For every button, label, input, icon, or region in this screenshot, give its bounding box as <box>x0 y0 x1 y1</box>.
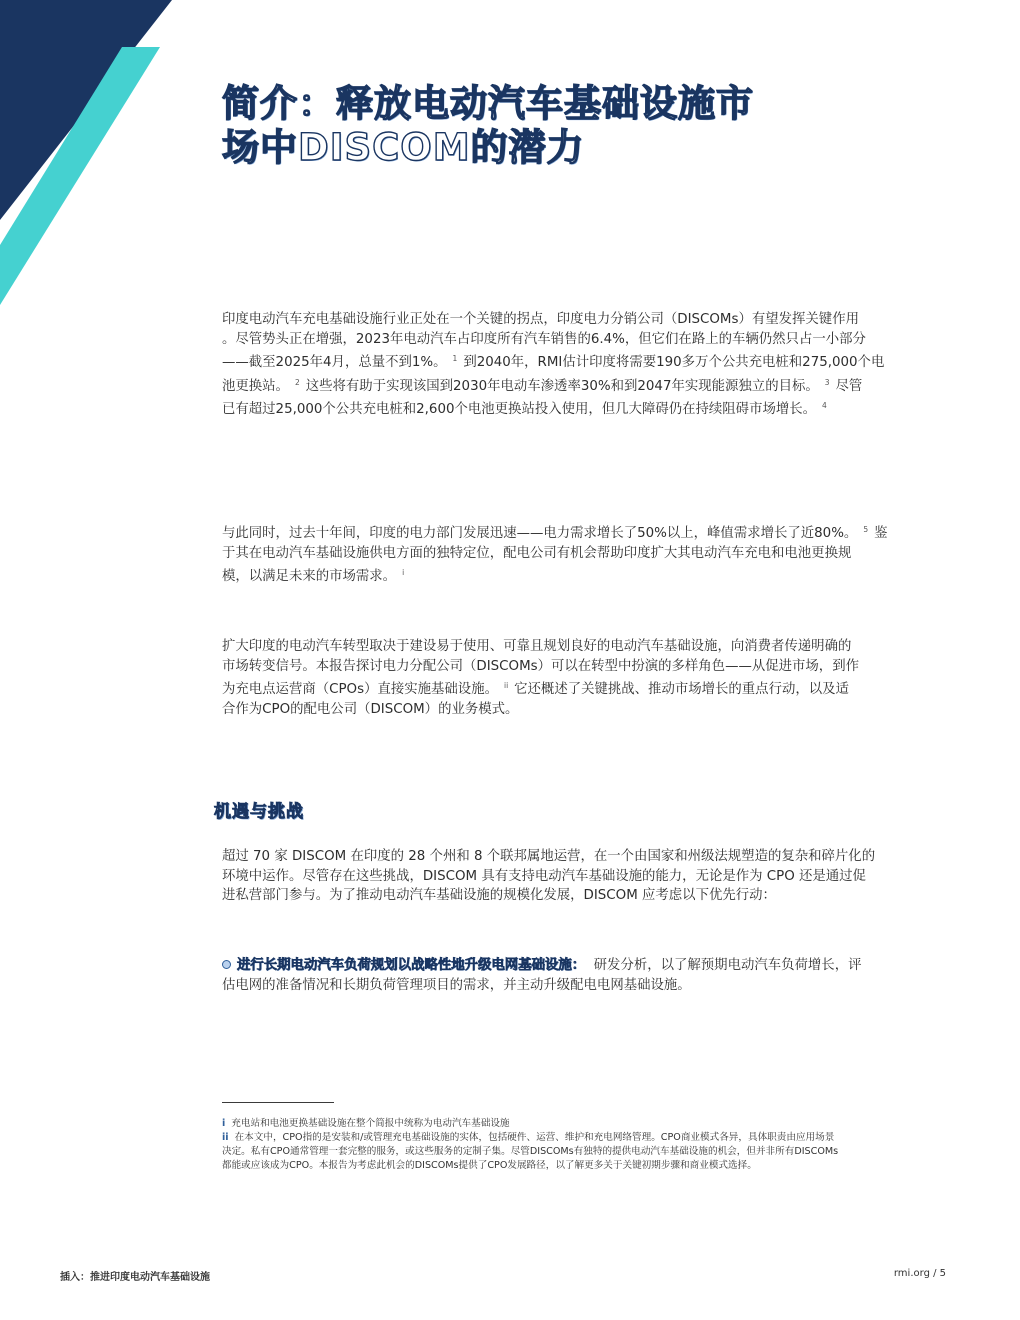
scope-line: 合作为CPO的配电公司（DISCOM）的业务模式。 <box>222 701 519 717</box>
title-line-1: 简介：释放电动汽车基础设施市 <box>222 82 754 125</box>
intro-line <box>222 349 947 373</box>
power-line: 于其在电动汽车基础设施供电方面的独特定位，配电公司有机会帮助印度扩大其电动汽车充电和电池更换规 <box>222 545 852 561</box>
intro-line: 印度电动汽车充电基础设施行业正处在一个关键的拐点，印度电力分销公司（DISCOMs）有望发挥关键作用 <box>222 312 859 327</box>
intro-text: 池更换站。 <box>222 378 289 394</box>
power-line <box>222 563 947 587</box>
intro-text: 这些将有助于实现该国到2030年电动车渗透率30%和到2047年实现能源独立的目标。 <box>305 378 819 394</box>
section-line: 环境中运作。尽管存在这些挑战，DISCOM 具有支持电动汽车基础设施的能力，无论是作为 CPO 还是通过促 <box>222 868 866 884</box>
scope-line: 扩大印度的电动汽车转型取决于建设易于使用、可靠且规划良好的电动汽车基础设施，向消费者传递明确的 <box>222 639 852 654</box>
intro-text: 到2040年，RMI估计印度将需要190多万个公共充电桩和275,000个电 <box>463 355 885 370</box>
power-text: 与此同时，过去十年间，印度的电力部门发展迅速——电力需求增长了50%以上，峰值需求增长了近80%。 <box>222 526 858 541</box>
scope-paragraph <box>222 637 947 719</box>
scope-text: 为充电点运营商（CPOs）直接实施基础设施。 <box>222 682 498 697</box>
footnote-marker: i <box>222 1118 226 1129</box>
title-line-2: 场中DISCOM的潜力 <box>222 126 585 169</box>
footer-page-number[interactable]: rmi.org / 5 <box>893 1268 946 1279</box>
footnote-2-cont: 决定。私有CPO通常管理一套完整的服务，或这些服务的定制子集。尽管DISCOMs有独特的提供电动汽车基础设施的机会，但并非所有DISCOMs <box>222 1146 839 1157</box>
section-line: 超过 70 家 DISCOM 在印度的 28 个州和 8 个联邦属地运营，在一个由国家和州级法规塑造的复杂和碎片化的 <box>222 849 876 864</box>
bullet-line: 估电网的准备情况和长期负荷管理项目的需求，并主动升级配电电网基础设施。 <box>222 977 691 993</box>
corner-decoration <box>0 0 180 310</box>
scope-line <box>222 676 947 700</box>
bullet-icon <box>222 960 231 969</box>
endnote-ref[interactable]: 4 <box>822 401 827 410</box>
footnote-text: 充电站和电池更换基础设施在整个简报中统称为电动汽车基础设施 <box>231 1118 510 1129</box>
footnote-marker: ii <box>222 1132 229 1143</box>
footnote-text: 在本文中，CPO指的是安装和/或管理充电基础设施的实体，包括硬件、运营、维护和充电网络管理。CPO商业模式各异，具体职责由应用场景 <box>234 1132 835 1143</box>
footnote-2-cont: 都能或应该成为CPO。本报告为考虑此机会的DISCOMs提供了CPO发展路径，以了解更多关于关键初期步骤和商业模式选择。 <box>222 1160 757 1171</box>
endnote-ref[interactable]: 3 <box>824 377 830 387</box>
scope-text: 它还概述了关键挑战、推动市场增长的重点行动，以及适 <box>514 682 849 697</box>
footnotes <box>222 1117 947 1173</box>
scope-line: 市场转变信号。本报告探讨电力分配公司（DISCOMs）可以在转型中扮演的多样角色——从促进市场，到作 <box>222 658 859 674</box>
section-heading: 机遇与挑战 <box>214 802 304 822</box>
footnote-ref[interactable]: ii <box>503 681 509 690</box>
power-text: 模，以满足未来的市场需求。 <box>222 569 397 584</box>
intro-line <box>222 373 947 397</box>
section-line: 进私营部门参与。为了推动电动汽车基础设施的规模化发展，DISCOM 应考虑以下优先行动： <box>222 888 776 903</box>
intro-paragraph <box>222 310 947 420</box>
endnote-ref[interactable]: 5 <box>863 525 869 534</box>
bullet-line <box>222 956 947 976</box>
power-line <box>222 520 947 544</box>
power-text: 鉴 <box>874 526 888 541</box>
bullet-item <box>222 956 947 995</box>
intro-line <box>222 396 947 420</box>
footnote-divider <box>222 1102 334 1103</box>
intro-text: 已有超过25,000个公共充电桩和2,600个电池更换站投入使用，但几大障碍仍在持续阻碍市场增长。 <box>222 402 817 417</box>
footnote-2 <box>222 1131 947 1145</box>
power-paragraph <box>222 520 947 587</box>
footer-report-title: 插入：推进印度电动汽车基础设施 <box>60 1272 210 1283</box>
intro-text: ——截至2025年4月，总量不到1%。 <box>222 355 447 370</box>
footnote-1 <box>222 1117 947 1131</box>
endnote-ref[interactable]: 1 <box>452 354 458 363</box>
bullet-lead: 进行长期电动汽车负荷规划以战略性地升级电网基础设施： <box>237 958 586 973</box>
endnote-ref[interactable]: 2 <box>294 377 300 387</box>
footnote-ref[interactable]: i <box>402 568 405 577</box>
section-paragraph <box>222 847 947 906</box>
intro-text: 尽管 <box>835 378 863 394</box>
page-title <box>222 82 822 170</box>
intro-line: 。尽管势头正在增强，2023年电动汽车占印度所有汽车销售的6.4%，但它们在路上的车辆仍然只占一小部分 <box>222 331 866 347</box>
bullet-text: 研发分析，以了解预期电动汽车负荷增长，评 <box>593 958 862 973</box>
